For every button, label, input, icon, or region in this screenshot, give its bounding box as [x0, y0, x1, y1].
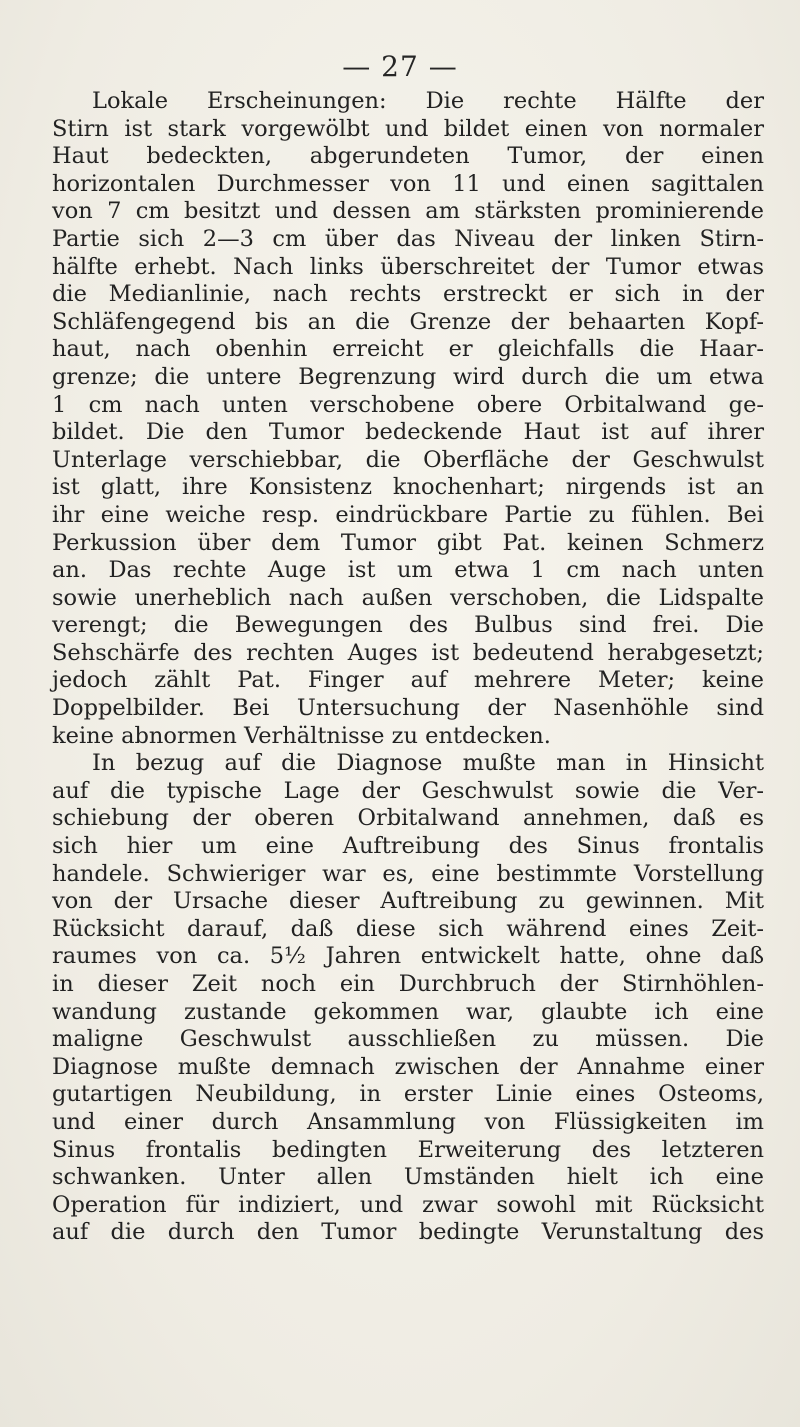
text-line: hälfte erhebt. Nach links überschreitet der Tumor etwas — [52, 253, 764, 280]
text-line: ihr eine weiche resp. eindrückbare Partie zu fühlen. Bei — [52, 501, 764, 528]
text-line: Lokale Erscheinungen: Die rechte Hälfte der — [92, 88, 764, 114]
text-line: Sinus frontalis bedingten Erweiterung des letzteren — [52, 1136, 764, 1163]
text-line: bildet. Die den Tumor bedeckende Haut ist auf ihrer — [52, 419, 764, 446]
text-line: Stirn ist stark vorgewölbt und bildet einen von normaler — [52, 115, 764, 142]
text-line: 1 cm nach unten verschobene obere Orbitalwand ge- — [52, 391, 764, 418]
text-line: Operation für indiziert, und zwar sowohl mit Rücksicht — [52, 1191, 764, 1218]
text-line: Perkussion über dem Tumor gibt Pat. keinen Schmerz — [52, 529, 764, 556]
text-line: Partie sich 2—3 cm über das Niveau der linken Stirn- — [52, 225, 764, 252]
text-line: und einer durch Ansammlung von Flüssigkeiten im — [52, 1108, 764, 1135]
text-line: in dieser Zeit noch ein Durchbruch der Stirnhöhlen- — [52, 971, 764, 997]
text-line: Rücksicht darauf, daß diese sich während eines Zeit- — [52, 915, 764, 942]
body-text — [52, 88, 764, 1247]
text-line: Schläfengegend bis an die Grenze der behaarten Kopf- — [52, 308, 764, 335]
text-line: jedoch zählt Pat. Finger auf mehrere Meter; keine — [52, 667, 764, 694]
text-line: Diagnose mußte demnach zwischen der Annahme einer — [52, 1053, 764, 1080]
text-line: sich hier um eine Auftreibung des Sinus frontalis — [52, 833, 764, 860]
text-line: ist glatt, ihre Konsistenz knochenhart; nirgends ist an — [52, 474, 764, 501]
text-line: von der Ursache dieser Auftreibung zu gewinnen. Mit — [52, 888, 764, 915]
text-line: handele. Schwieriger war es, eine bestimmte Vorstellung — [52, 860, 764, 887]
text-line: auf die durch den Tumor bedingte Verunstaltung des — [52, 1219, 764, 1246]
text-line: grenze; die untere Begrenzung wird durch die um etwa — [52, 363, 764, 390]
text-line: Haut bedeckten, abgerundeten Tumor, der einen — [52, 143, 764, 170]
text-line: Sehschärfe des rechten Auges ist bedeutend herabgesetzt; — [52, 639, 764, 666]
text-line: raumes von ca. 5½ Jahren entwickelt hatte, ohne daß — [52, 943, 764, 970]
text-line: wandung zustande gekommen war, glaubte ich eine — [52, 998, 764, 1025]
text-line: gutartigen Neubildung, in erster Linie eines Osteoms, — [52, 1081, 764, 1108]
text-line: Unterlage verschiebbar, die Oberfläche der Geschwulst — [52, 446, 764, 473]
text-line: die Medianlinie, nach rechts erstreckt er sich in der — [52, 281, 764, 308]
text-line: keine abnormen Verhältnisse zu entdecken. — [52, 722, 551, 749]
text-line: auf die typische Lage der Geschwulst sowie die Ver- — [52, 777, 764, 804]
text-line: In bezug auf die Diagnose mußte man in Hinsicht — [92, 750, 764, 777]
text-line: Doppelbilder. Bei Untersuchung der Nasenhöhle sind — [52, 695, 764, 722]
text-line: schiebung der oberen Orbitalwand annehmen, daß es — [52, 805, 764, 832]
paragraph-lokale-erscheinungen — [52, 88, 764, 750]
text-line: haut, nach obenhin erreicht er gleichfalls die Haar- — [52, 336, 764, 363]
text-line: von 7 cm besitzt und dessen am stärksten prominierende — [52, 198, 764, 225]
text-line: maligne Geschwulst ausschließen zu müssen. Die — [52, 1026, 764, 1053]
text-line: schwanken. Unter allen Umständen hielt ich eine — [52, 1164, 764, 1191]
text-line: an. Das rechte Auge ist um etwa 1 cm nach unten — [52, 557, 764, 584]
text-line: verengt; die Bewegungen des Bulbus sind frei. Die — [52, 612, 764, 639]
text-line: sowie unerheblich nach außen verschoben, die Lidspalte — [52, 584, 764, 611]
paragraph-diagnose — [52, 750, 764, 1247]
page-number: — 27 — — [342, 50, 458, 83]
text-line: horizontalen Durchmesser von 11 und einen sagittalen — [52, 170, 764, 197]
